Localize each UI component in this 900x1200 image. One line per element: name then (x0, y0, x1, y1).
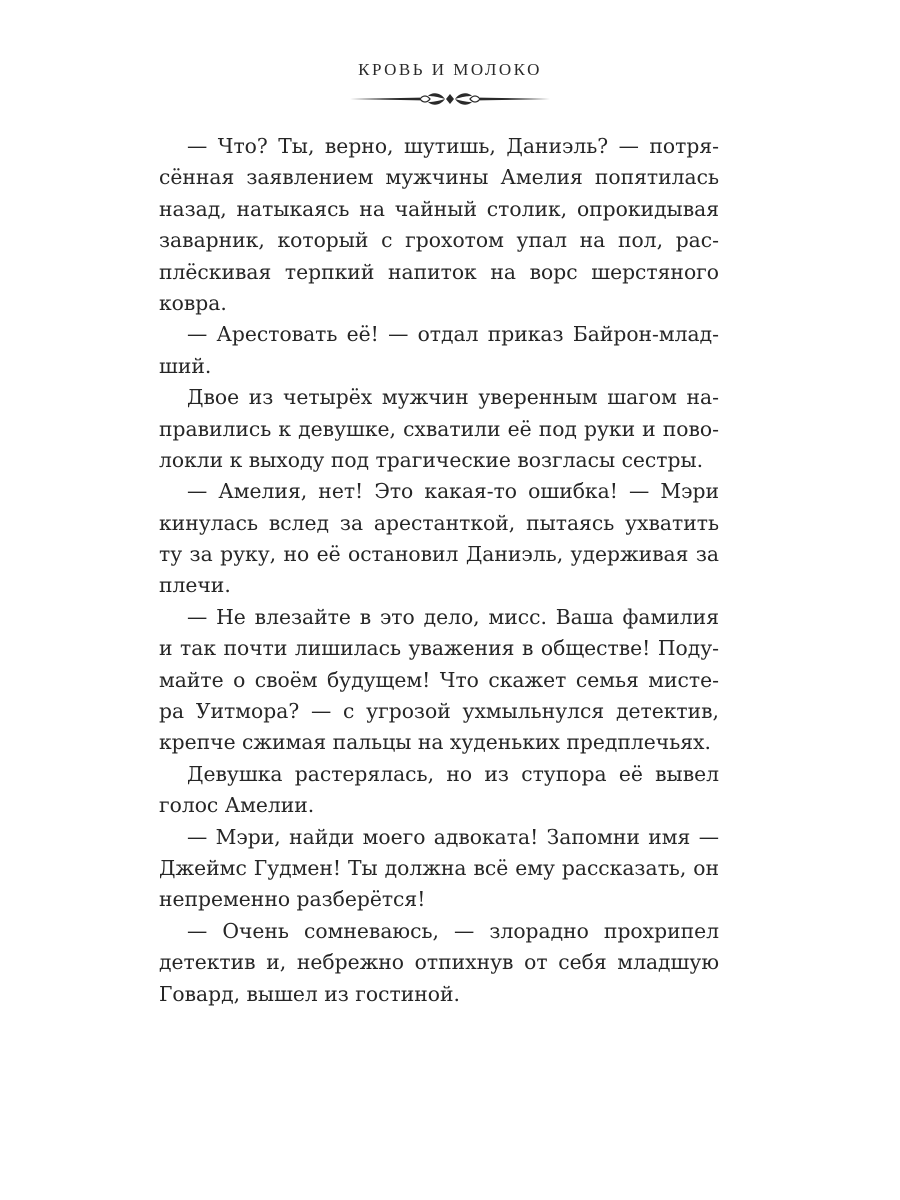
text-line: детектив и, небрежно отпихнув от себя младшую (159, 950, 719, 975)
text-line: и так почти лишилась уважения в обществе! Поду- (159, 636, 719, 661)
text-line: кинулась вслед за арестанткой, пытаясь ухватить (159, 510, 719, 535)
text-line: локли к выходу под трагические возгласы сестры. (159, 447, 704, 472)
text-line: крепче сжимая пальцы на худеньких предплечьях. (159, 730, 711, 755)
text-line: — Не влезайте в это дело, мисс. Ваша фамилия (187, 604, 719, 629)
text-line: голос Амелии. (159, 793, 315, 818)
text-line: — Арестовать её! — отдал приказ Байрон-млад- (187, 322, 719, 347)
text-line: майте о своём будущем! Что скажет семья мисте- (159, 667, 719, 692)
text-line: правились к девушке, схватили её под руки и пово- (159, 416, 719, 441)
text-line: ший. (159, 353, 212, 378)
text-line: заварник, который с грохотом упал на пол, рас- (159, 228, 719, 253)
text-line: сённая заявлением мужчины Амелия попятилась (159, 165, 719, 190)
text-line: плечи. (159, 573, 231, 598)
text-line: ковра. (159, 290, 227, 315)
text-line: Джеймс Гудмен! Ты должна всё ему рассказать, он (159, 855, 719, 880)
text-line: — Амелия, нет! Это какая-то ошибка! — Мэри (187, 479, 719, 504)
text-line: ра Уитмора? — с угрозой ухмыльнулся детектив, (159, 699, 719, 724)
text-line: ту за руку, но её остановил Даниэль, удерживая за (159, 542, 719, 567)
text-line: Девушка растерялась, но из ступора её вывел (187, 761, 719, 786)
text-line: Говард, вышел из гостиной. (159, 981, 460, 1006)
text-line: Двое из четырёх мужчин уверенным шагом на- (187, 385, 719, 410)
text-line: — Мэри, найди моего адвоката! Запомни имя — (187, 824, 719, 849)
text-line: назад, натыкаясь на чайный столик, опрокидывая (159, 196, 719, 221)
flourish-divider-icon (350, 88, 550, 110)
text-line: — Что? Ты, верно, шутишь, Даниэль? — потря- (187, 134, 719, 158)
text-line: — Очень сомневаюсь, — злорадно прохрипел (187, 918, 719, 943)
running-head-title: КРОВЬ И МОЛОКО (358, 60, 542, 79)
text-line: плёскивая терпкий напиток на ворс шерстяного (159, 259, 719, 284)
text-line: непременно разберётся! (159, 887, 426, 912)
body-text (159, 131, 719, 1010)
